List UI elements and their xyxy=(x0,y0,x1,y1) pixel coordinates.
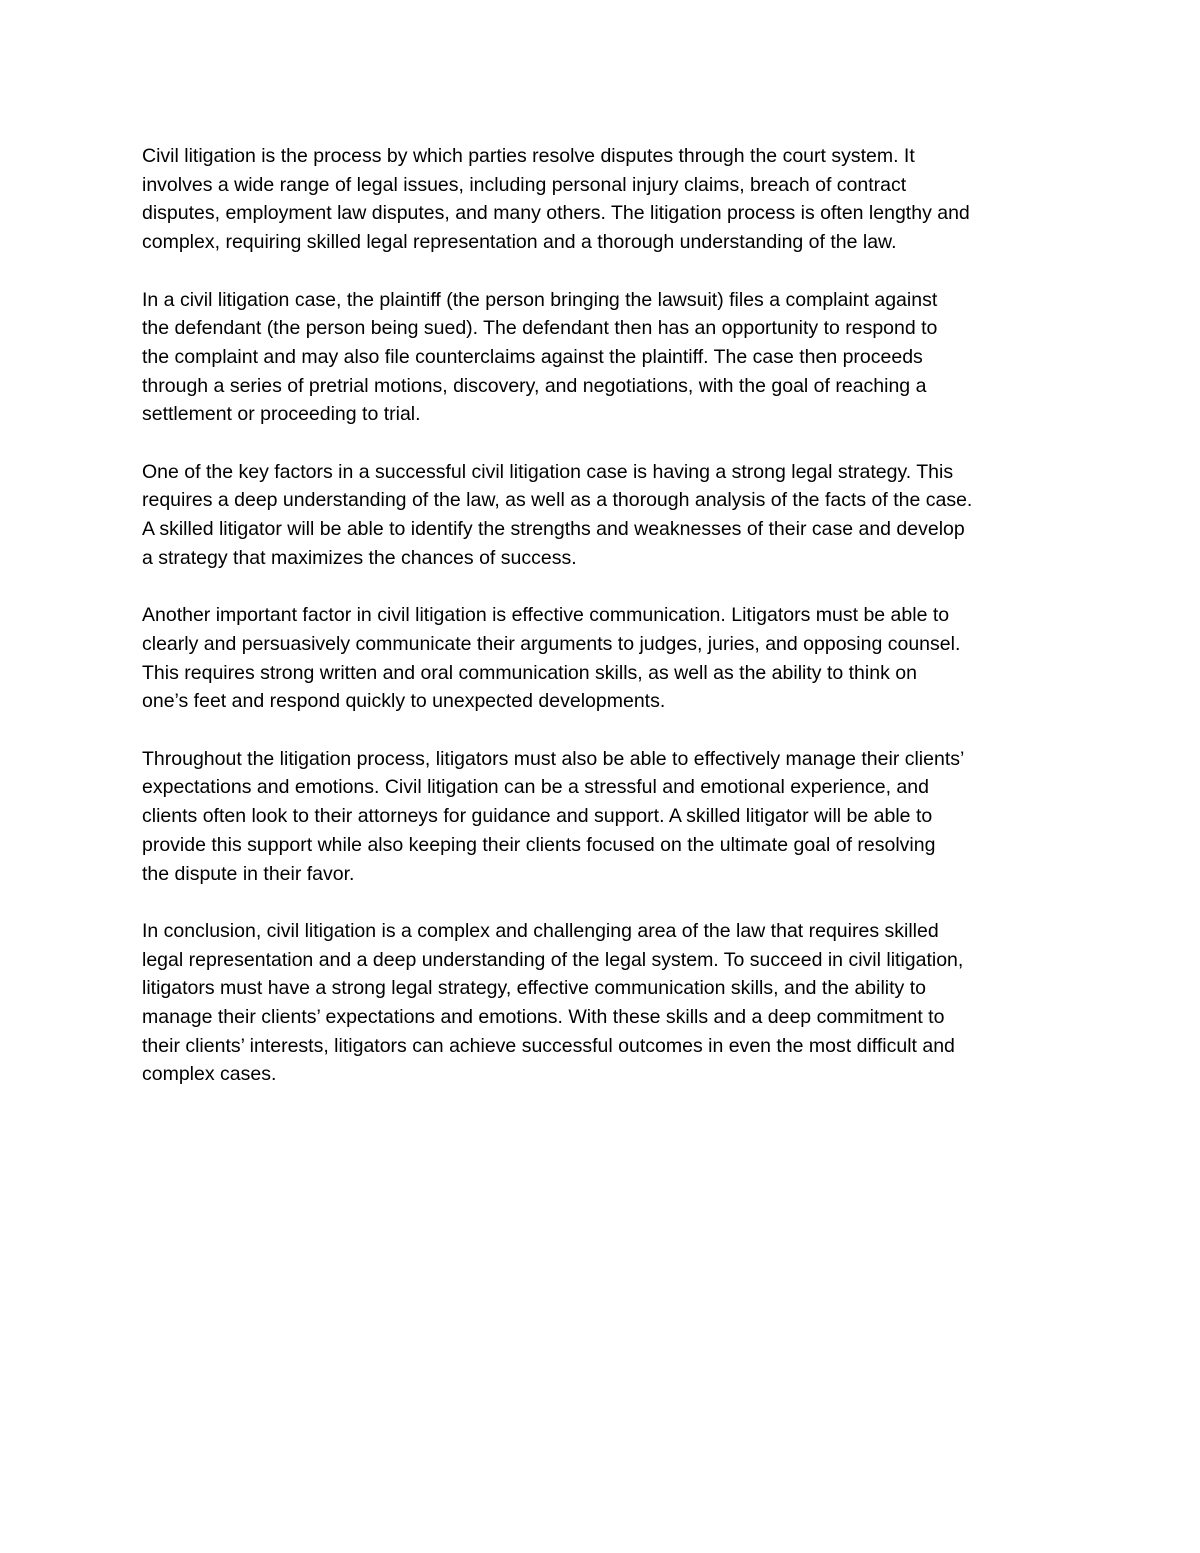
paragraph-legal-strategy xyxy=(142,458,1062,573)
paragraph-line: the dispute in their favor. xyxy=(142,862,355,885)
paragraph-line: One of the key factors in a successful civil litigation case is having a strong legal strategy. This xyxy=(142,460,954,483)
paragraph-line: manage their clients’ expectations and emotions. With these skills and a deep commitment to xyxy=(142,1006,945,1029)
paragraph-case-process xyxy=(142,286,1062,430)
paragraph-line: the complaint and may also file counterclaims against the plaintiff. The case then proceeds xyxy=(142,345,923,368)
paragraph-line: provide this support while also keeping their clients focused on the ultimate goal of resolving xyxy=(142,833,936,856)
paragraph-line: This requires strong written and oral communication skills, as well as the ability to think on xyxy=(142,661,917,684)
paragraph-line: through a series of pretrial motions, discovery, and negotiations, with the goal of reaching a xyxy=(142,374,927,397)
document-body xyxy=(142,142,1062,1089)
paragraph-line: Throughout the litigation process, litigators must also be able to effectively manage their clients’ xyxy=(142,747,965,770)
paragraph-client-management xyxy=(142,745,1062,889)
paragraph-introduction xyxy=(142,142,1062,257)
paragraph-line: In conclusion, civil litigation is a complex and challenging area of the law that requires skilled xyxy=(142,919,939,942)
paragraph-line: clients often look to their attorneys for guidance and support. A skilled litigator will be able to xyxy=(142,805,933,828)
paragraph-line: expectations and emotions. Civil litigation can be a stressful and emotional experience, and xyxy=(142,776,929,799)
paragraph-line: one’s feet and respond quickly to unexpected developments. xyxy=(142,690,666,713)
paragraph-line: Civil litigation is the process by which parties resolve disputes through the court system. It xyxy=(142,145,915,167)
paragraph-line: clearly and persuasively communicate their arguments to judges, juries, and opposing counsel. xyxy=(142,632,961,655)
paragraph-line: requires a deep understanding of the law, as well as a thorough analysis of the facts of the case. xyxy=(142,489,973,512)
paragraph-line: disputes, employment law disputes, and many others. The litigation process is often lengthy and xyxy=(142,202,970,225)
paragraph-line: their clients’ interests, litigators can achieve successful outcomes in even the most difficult and xyxy=(142,1034,955,1057)
paragraph-conclusion xyxy=(142,917,1062,1089)
paragraph-line: A skilled litigator will be able to identify the strengths and weaknesses of their case and develop xyxy=(142,518,965,541)
paragraph-communication xyxy=(142,601,1062,716)
paragraph-line: involves a wide range of legal issues, including personal injury claims, breach of contract xyxy=(142,173,907,196)
paragraph-line: In a civil litigation case, the plaintiff (the person bringing the lawsuit) files a complaint against xyxy=(142,288,938,311)
paragraph-line: settlement or proceeding to trial. xyxy=(142,403,421,426)
paragraph-line: complex, requiring skilled legal representation and a thorough understanding of the law. xyxy=(142,231,897,254)
paragraph-line: the defendant (the person being sued). The defendant then has an opportunity to respond to xyxy=(142,317,938,340)
paragraph-line: complex cases. xyxy=(142,1063,277,1086)
paragraph-line: Another important factor in civil litigation is effective communication. Litigators must be able to xyxy=(142,604,950,627)
paragraph-line: litigators must have a strong legal strategy, effective communication skills, and the ability to xyxy=(142,977,926,1000)
paragraph-line: a strategy that maximizes the chances of success. xyxy=(142,546,577,569)
paragraph-line: legal representation and a deep understanding of the legal system. To succeed in civil litigation, xyxy=(142,948,964,971)
